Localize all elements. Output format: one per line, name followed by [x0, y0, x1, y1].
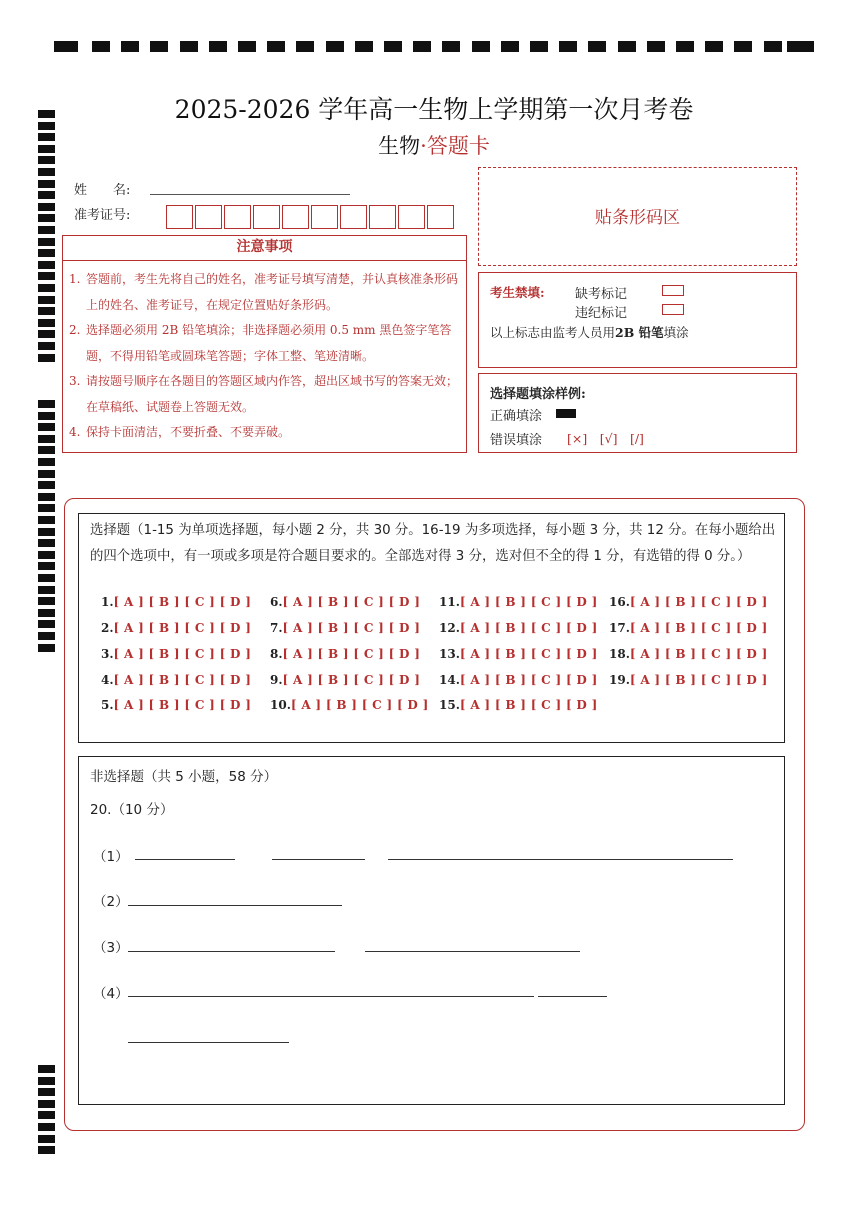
wrong-fill-label: 错误填涂 — [490, 433, 543, 448]
id-digit-box[interactable] — [224, 205, 251, 229]
timing-mark — [38, 330, 55, 338]
id-number-boxes[interactable] — [166, 205, 456, 229]
timing-mark — [38, 586, 55, 594]
timing-mark — [38, 272, 55, 280]
notice-item — [69, 420, 458, 446]
timing-mark — [38, 191, 55, 199]
timing-mark — [38, 435, 55, 443]
subtitle-dot: · — [420, 134, 427, 158]
timing-mark — [355, 41, 373, 52]
timing-mark — [38, 458, 55, 466]
question-number: 13. — [439, 647, 460, 661]
barcode-label: 贴条形码区 — [595, 208, 680, 228]
id-digit-box[interactable] — [427, 205, 454, 229]
prohibited-box — [478, 272, 797, 368]
choice-question — [439, 698, 598, 712]
timing-mark — [296, 41, 314, 52]
answer-line-3a[interactable] — [128, 951, 335, 952]
question-number: 15. — [439, 698, 460, 712]
choice-question — [439, 647, 598, 661]
choice-question — [101, 698, 251, 712]
absent-label: 缺考标记 — [575, 287, 628, 302]
name-label: 姓 名: — [74, 183, 131, 198]
choice-question — [270, 673, 420, 687]
answer-line-4a[interactable] — [128, 996, 534, 997]
timing-mark — [38, 249, 55, 257]
answer-options[interactable]: [ A ] [ B ] [ C ] [ D ] — [113, 621, 252, 635]
timing-mark — [38, 319, 55, 327]
question-number: 19. — [609, 673, 630, 687]
choice-question — [439, 621, 598, 635]
notice-item-number: 4. — [69, 425, 81, 439]
id-label: 准考证号: — [74, 208, 131, 223]
nonchoice-title: 非选择题（共 5 小题，58 分） — [90, 769, 278, 785]
timing-mark — [38, 1065, 55, 1073]
choice-question — [270, 621, 420, 635]
notice-item — [69, 267, 458, 318]
answer-line-1c[interactable] — [388, 859, 733, 860]
timing-mark — [38, 562, 55, 570]
timing-mark — [326, 41, 344, 52]
choice-question — [101, 595, 251, 609]
question-number: 10. — [270, 698, 291, 712]
timing-mark — [647, 41, 665, 52]
answer-options[interactable]: [ A ] [ B ] [ C ] [ D ] — [629, 621, 768, 635]
notice-item-text: 保持卡面清洁，不要折叠、不要弄破。 — [86, 425, 291, 439]
timing-mark — [180, 41, 198, 52]
question-number: 5. — [101, 698, 114, 712]
part-1-label: （1） — [93, 849, 129, 865]
timing-mark — [267, 41, 285, 52]
notice-item — [69, 318, 458, 369]
answer-options[interactable]: [ A ] [ B ] [ C ] [ D ] — [459, 647, 598, 661]
exam-subtitle — [0, 130, 868, 160]
violation-label: 违纪标记 — [575, 306, 628, 321]
choice-question — [101, 621, 251, 635]
timing-mark — [92, 41, 110, 52]
answer-options[interactable]: [ A ] [ B ] [ C ] [ D ] — [629, 595, 768, 609]
question-number: 2. — [101, 621, 114, 635]
timing-mark — [38, 1088, 55, 1096]
timing-mark — [38, 423, 55, 431]
notice-item-number: 3. — [69, 374, 81, 388]
answer-options[interactable]: [ A ] [ B ] [ C ] [ D ] — [282, 595, 421, 609]
timing-mark — [38, 180, 55, 188]
answer-options[interactable]: [ A ] [ B ] [ C ] [ D ] — [459, 698, 598, 712]
question-number: 17. — [609, 621, 630, 635]
notice-item-text: 请按题号顺序在各题目的答题区域内作答，超出区域书写的答案无效；在草稿纸、试题卷上答题无效。 — [86, 374, 459, 414]
answer-options[interactable]: [ A ] [ B ] [ C ] [ D ] — [282, 621, 421, 635]
timing-mark — [501, 41, 519, 52]
question-number: 12. — [439, 621, 460, 635]
choice-question — [609, 595, 768, 609]
sample-title: 选择题填涂样例: — [490, 387, 586, 402]
correct-fill-label: 正确填涂 — [490, 409, 543, 424]
timing-mark — [209, 41, 227, 52]
answer-options[interactable]: [ A ] [ B ] [ C ] [ D ] — [459, 621, 598, 635]
question-number: 8. — [270, 647, 283, 661]
timing-mark — [38, 214, 55, 222]
timing-mark — [150, 41, 168, 52]
choice-question — [439, 595, 598, 609]
id-digit-box[interactable] — [253, 205, 280, 229]
timing-mark — [38, 168, 55, 176]
question-number: 3. — [101, 647, 114, 661]
answer-options[interactable]: [ A ] [ B ] [ C ] [ D ] — [113, 595, 252, 609]
choice-question — [270, 647, 420, 661]
prohibited-label: 考生禁填: — [490, 285, 545, 300]
notice-list — [62, 261, 467, 453]
answer-line-4b[interactable] — [538, 996, 607, 997]
wrong-fill-samples: [×] [√] [/] — [567, 431, 644, 446]
timing-mark — [559, 41, 577, 52]
part-3-label: （3） — [93, 940, 129, 956]
exam-title: 2025-2026 学年高一生物上学期第一次月考卷 — [174, 95, 694, 124]
id-digit-box[interactable] — [166, 205, 193, 229]
timing-mark — [38, 620, 55, 628]
timing-mark — [38, 528, 55, 536]
timing-mark — [384, 41, 402, 52]
answer-options[interactable]: [ A ] [ B ] [ C ] [ D ] — [459, 673, 598, 687]
id-digit-box[interactable] — [398, 205, 425, 229]
timing-mark — [38, 412, 55, 420]
subject-label: 生物 — [378, 134, 421, 158]
answer-line-1b[interactable] — [272, 859, 365, 860]
answer-options[interactable]: [ A ] [ B ] [ C ] [ D ] — [290, 698, 429, 712]
timing-mark — [530, 41, 548, 52]
timing-mark — [38, 342, 55, 350]
timing-mark — [38, 1111, 55, 1119]
timing-mark — [38, 1077, 55, 1085]
barcode-area — [478, 167, 797, 266]
timing-mark — [764, 41, 782, 52]
timing-mark — [38, 493, 55, 501]
question-number: 16. — [609, 595, 630, 609]
question-number: 1. — [101, 595, 114, 609]
answer-options[interactable]: [ A ] [ B ] [ C ] [ D ] — [282, 673, 421, 687]
timing-mark — [38, 597, 55, 605]
id-digit-box[interactable] — [195, 205, 222, 229]
answer-line-2[interactable] — [128, 905, 342, 906]
answer-options[interactable]: [ A ] [ B ] [ C ] [ D ] — [629, 647, 768, 661]
timing-mark — [38, 400, 55, 408]
fill-sample-box — [478, 373, 797, 453]
timing-mark — [38, 504, 55, 512]
timing-mark — [38, 632, 55, 640]
id-digit-box[interactable] — [340, 205, 367, 229]
timing-mark — [38, 354, 55, 362]
id-digit-box[interactable] — [311, 205, 338, 229]
timing-mark — [472, 41, 490, 52]
question-number: 9. — [270, 673, 283, 687]
answer-options[interactable]: [ A ] [ B ] [ C ] [ D ] — [113, 673, 252, 687]
choice-question — [101, 647, 251, 661]
name-field[interactable] — [150, 193, 350, 195]
answer-line-4c[interactable] — [128, 1042, 289, 1043]
timing-mark — [38, 1146, 55, 1154]
question-number: 18. — [609, 647, 630, 661]
left-timing-marks — [38, 110, 56, 1170]
notice-item-number: 1. — [69, 272, 81, 286]
absent-mark-box[interactable] — [662, 285, 684, 296]
timing-mark — [38, 284, 55, 292]
choice-question — [270, 595, 420, 609]
answer-line-1a[interactable] — [135, 859, 235, 860]
timing-mark — [787, 41, 814, 52]
timing-mark — [38, 446, 55, 454]
timing-mark — [588, 41, 606, 52]
choice-instructions: 选择题（1-15 为单项选择题，每小题 2 分，共 30 分。16-19 为多项选择，每小题 3 分，共 12 分。在每小题给出的四个选项中，有一项或多项是符合题目要求的。全部选对得 3 分，选对但不全的得 1 分，有选错的得 0 分。） — [90, 523, 776, 564]
timing-mark — [38, 481, 55, 489]
notice-item-text: 答题前，考生先将自己的姓名，准考证号填写清楚，并认真核准条形码上的姓名、准考证号，在规定位置贴好条形码。 — [86, 272, 459, 312]
answer-options[interactable]: [ A ] [ B ] [ C ] [ D ] — [629, 673, 768, 687]
timing-mark — [38, 296, 55, 304]
timing-mark — [38, 574, 55, 582]
notice-item — [69, 369, 458, 420]
timing-mark — [38, 470, 55, 478]
timing-mark — [38, 644, 55, 652]
choice-question — [270, 698, 429, 712]
question-number: 4. — [101, 673, 114, 687]
choice-question — [439, 673, 598, 687]
timing-mark — [38, 609, 55, 617]
violation-mark-box[interactable] — [662, 304, 684, 315]
notice-item-number: 2. — [69, 323, 81, 337]
answer-line-3b[interactable] — [365, 951, 580, 952]
choice-question — [101, 673, 251, 687]
notice-item-text: 选择题必须用 2B 铅笔填涂；非选择题必须用 0.5 mm 黑色签字笔答题，不得用铅笔或圆珠笔答题；字体工整、笔迹清晰。 — [86, 323, 452, 363]
answer-options[interactable]: [ A ] [ B ] [ C ] [ D ] — [459, 595, 598, 609]
question-number: 14. — [439, 673, 460, 687]
notice-title: 注意事项 — [62, 235, 467, 261]
question-20-label: 20.（10 分） — [90, 802, 174, 818]
nonchoice-section — [78, 756, 785, 1105]
timing-mark — [38, 1100, 55, 1108]
id-digit-box[interactable] — [369, 205, 396, 229]
choice-question — [609, 621, 768, 635]
question-number: 11. — [439, 595, 460, 609]
timing-mark — [121, 41, 139, 52]
timing-mark — [38, 516, 55, 524]
timing-mark — [618, 41, 636, 52]
timing-mark — [413, 41, 431, 52]
question-number: 6. — [270, 595, 283, 609]
top-timing-marks — [54, 41, 814, 55]
choice-question — [609, 647, 768, 661]
choice-question — [609, 673, 768, 687]
question-number: 7. — [270, 621, 283, 635]
answer-options[interactable]: [ A ] [ B ] [ C ] [ D ] — [113, 647, 252, 661]
part-2-label: （2） — [93, 894, 129, 910]
timing-mark — [442, 41, 460, 52]
timing-mark — [38, 238, 55, 246]
answer-options[interactable]: [ A ] [ B ] [ C ] [ D ] — [282, 647, 421, 661]
timing-mark — [238, 41, 256, 52]
timing-mark — [38, 261, 55, 269]
id-digit-box[interactable] — [282, 205, 309, 229]
timing-mark — [38, 307, 55, 315]
timing-mark — [705, 41, 723, 52]
timing-mark — [38, 1135, 55, 1143]
timing-mark — [38, 1123, 55, 1131]
timing-mark — [676, 41, 694, 52]
timing-mark — [38, 203, 55, 211]
part-4-label: （4） — [93, 986, 129, 1002]
prohibited-note: 以上标志由监考人员用2B 铅笔填涂 — [490, 325, 689, 340]
timing-mark — [38, 551, 55, 559]
timing-mark — [54, 41, 78, 52]
timing-mark — [734, 41, 752, 52]
answer-card-label: 答题卡 — [426, 134, 490, 158]
timing-mark — [38, 226, 55, 234]
timing-mark — [38, 539, 55, 547]
answer-options[interactable]: [ A ] [ B ] [ C ] [ D ] — [113, 698, 252, 712]
correct-fill-sample — [556, 409, 576, 418]
